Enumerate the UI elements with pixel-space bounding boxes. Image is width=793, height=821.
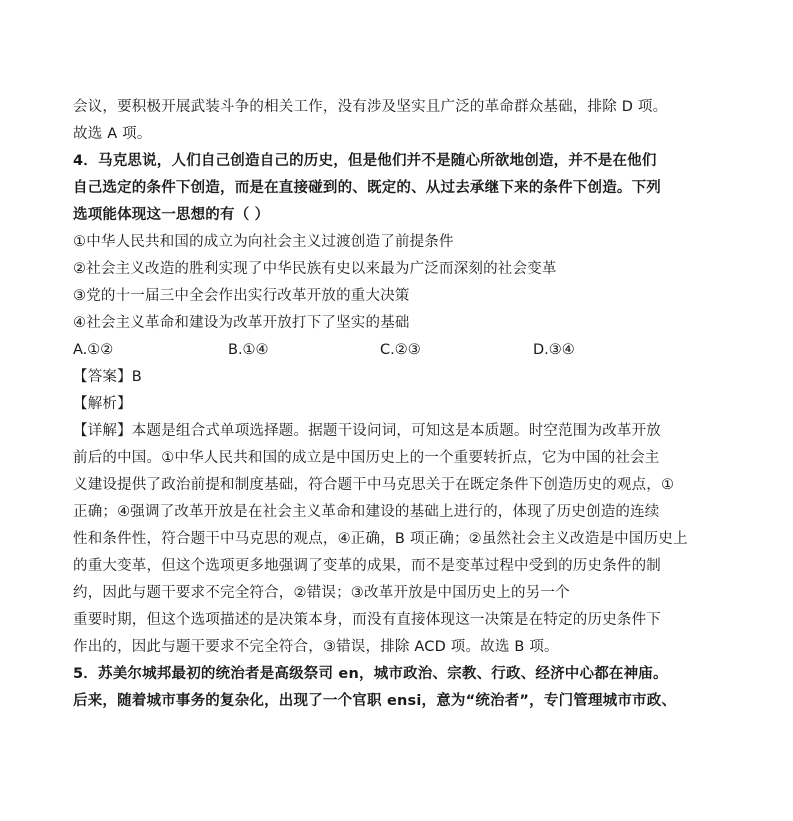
detail-line: 前后的中国。①中华人民共和国的成立是中国历史上的一个重要转折点，它为中国的社会主: [73, 450, 660, 466]
detail-line: 正确；④强调了改革开放是在社会主义革命和建设的基础上进行的，体现了历史创造的连续: [73, 504, 660, 520]
answer-label: 【答案】B: [73, 369, 142, 385]
option-b: B.①④: [228, 342, 269, 358]
question-4-stem: 选项能体现这一思想的有（ ）: [73, 207, 270, 223]
question-4-stem: 自己选定的条件下创造，而是在直接碰到的、既定的、从过去承继下来的条件下创造。下列: [73, 180, 661, 196]
detail-line: 义建设提供了政治前提和制度基础，符合题干中马克思关于在既定条件下创造历史的观点，①: [73, 477, 675, 493]
detail-line: 性和条件性，符合题干中马克思的观点，④正确，B 项正确；②虽然社会主义改造是中国历史上: [73, 531, 688, 547]
option-d: D.③④: [533, 342, 575, 358]
question-5-stem: 5．苏美尔城邦最初的统治者是高级祭司 en，城市政治、宗教、行政、经济中心都在神庙。: [73, 666, 668, 682]
question-5-stem: 后来，随着城市事务的复杂化，出现了一个官职 ensi，意为“统治者”，专门管理城市市政、: [73, 693, 677, 709]
question-4-stem: 4．马克思说，人们自己创造自己的历史，但是他们并不是随心所欲地创造，并不是在他们: [73, 153, 657, 169]
statement-3: ③党的十一届三中全会作出实行改革开放的重大决策: [73, 288, 410, 304]
detail-line: 约，因此与题干要求不完全符合，②错误；③改革开放是中国历史上的另一个: [73, 585, 570, 601]
statement-1: ①中华人民共和国的成立为向社会主义过渡创造了前提条件: [73, 234, 454, 250]
statement-2: ②社会主义改造的胜利实现了中华民族有史以来最为广泛而深刻的社会变革: [73, 261, 557, 277]
statement-4: ④社会主义革命和建设为改革开放打下了坚实的基础: [73, 315, 410, 331]
detail-line: 的重大变革，但这个选项更多地强调了变革的成果，而不是变革过程中受到的历史条件的制: [73, 558, 661, 574]
analysis-label: 【解析】: [73, 396, 132, 412]
option-a: A.①②: [73, 342, 114, 358]
detail-line: 【详解】本题是组合式单项选择题。据题干设问词，可知这是本质题。时空范围为改革开放: [73, 423, 661, 439]
detail-line: 作出的，因此与题干要求不完全符合，③错误，排除 ACD 项。故选 B 项。: [73, 639, 559, 655]
text-line: 故选 A 项。: [73, 126, 152, 142]
text-line: 会议，要积极开展武装斗争的相关工作，没有涉及坚实且广泛的革命群众基础，排除 D 项。: [73, 99, 668, 115]
option-c: C.②③: [380, 342, 421, 358]
detail-line: 重要时期，但这个选项描述的是决策本身，而没有直接体现这一决策是在特定的历史条件下: [73, 612, 661, 628]
